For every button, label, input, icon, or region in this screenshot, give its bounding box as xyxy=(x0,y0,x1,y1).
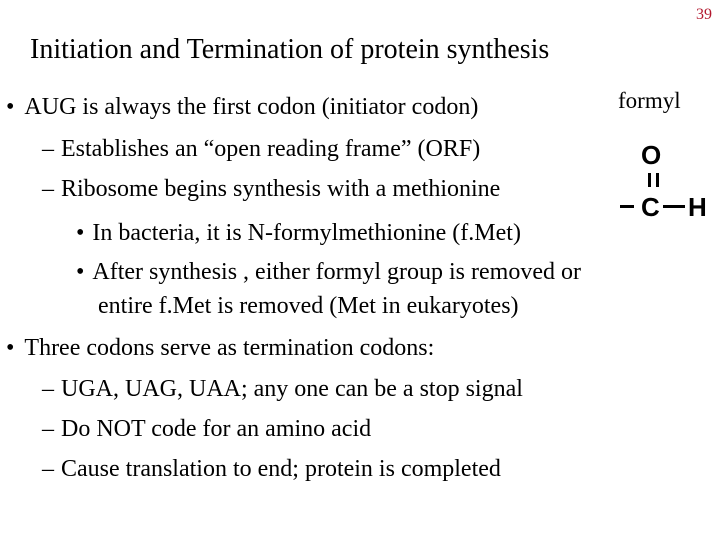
dash-marker: – xyxy=(42,136,54,162)
oxygen-atom: O xyxy=(641,142,662,170)
double-bond-line-left xyxy=(648,173,651,187)
bullet-text: Three codons serve as termination codons: xyxy=(24,335,435,361)
bond-line-left xyxy=(620,205,634,208)
bullet-text: Establishes an “open reading frame” (ORF) xyxy=(61,136,481,162)
bullet-text: Cause translation to end; protein is completed xyxy=(61,456,501,482)
bullet-marker: • xyxy=(76,259,85,285)
dash-marker: – xyxy=(42,416,54,442)
slide-title: Initiation and Termination of protein synthesis xyxy=(30,34,550,65)
bullet-text: Ribosome begins synthesis with a methionine xyxy=(61,176,501,202)
bullet-line-1 xyxy=(6,92,478,122)
sub-bullet-line-2 xyxy=(42,134,480,164)
formyl-label: formyl xyxy=(618,88,681,113)
sub-bullet-line-3 xyxy=(42,174,500,204)
continuation-line-6 xyxy=(98,291,519,321)
bullet-text: AUG is always the first codon (initiator codon) xyxy=(24,94,479,120)
page-number: 39 xyxy=(696,6,712,23)
bullet-marker: • xyxy=(76,220,85,246)
sub-bullet-line-8 xyxy=(42,374,523,404)
bond-line-right xyxy=(663,205,685,208)
sub-sub-bullet-line-5 xyxy=(76,257,581,287)
bullet-text: entire f.Met is removed (Met in eukaryotes) xyxy=(98,293,519,319)
bullet-text: Do NOT code for an amino acid xyxy=(61,416,372,442)
bullet-marker: • xyxy=(6,335,15,361)
bullet-line-7 xyxy=(6,333,434,363)
hydrogen-atom: H xyxy=(688,192,707,222)
sub-bullet-line-9 xyxy=(42,414,371,444)
dash-marker: – xyxy=(42,456,54,482)
bullet-text: UGA, UAG, UAA; any one can be a stop signal xyxy=(61,376,523,402)
bullet-text: In bacteria, it is N-formylmethionine (f.Met) xyxy=(92,220,521,246)
bullet-text: After synthesis , either formyl group is removed or xyxy=(92,259,581,285)
formyl-group-structure xyxy=(618,142,718,224)
dash-marker: – xyxy=(42,376,54,402)
carbon-atom: C xyxy=(641,192,660,222)
sub-bullet-line-10 xyxy=(42,454,501,484)
bullet-marker: • xyxy=(6,94,15,120)
dash-marker: – xyxy=(42,176,54,202)
sub-sub-bullet-line-4 xyxy=(76,218,521,248)
double-bond-line-right xyxy=(656,173,659,187)
